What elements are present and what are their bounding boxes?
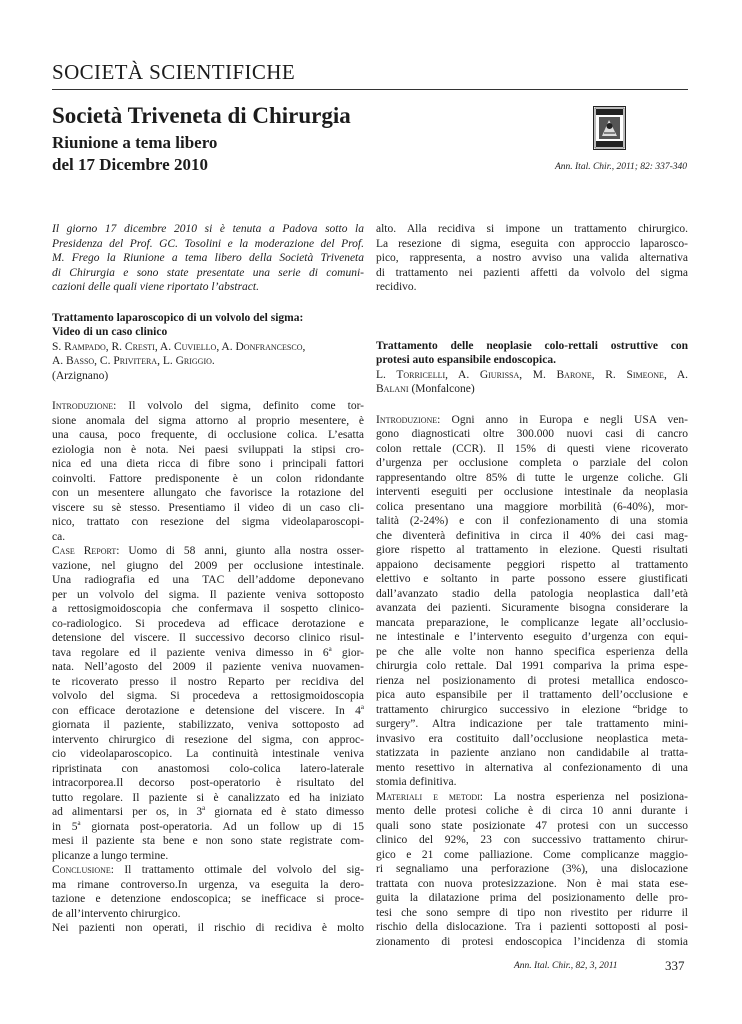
left-column <box>52 222 364 936</box>
text-line: invasivo era costituito dall’occlusione neoplastica meta- <box>376 732 688 745</box>
text-line: zionamento di protesi endoscopica l’incidenza di stomia <box>376 935 688 948</box>
ordinal-superscript: a <box>202 804 206 813</box>
text-line: rappresentando oltre 85% di tutte le urgenze coliche. Gli <box>376 471 688 484</box>
text-line: Il trattamento ottimale del volvolo del sig- <box>124 864 364 876</box>
text-line: avanzata dei pazienti. Sicuramente bisogna considerare la <box>376 602 688 614</box>
text-line: clinico del 92%, 23 con successivo trattamento chirur- <box>376 834 688 846</box>
text-line: di Chirurgia e sono state presentate una serie di comuni- <box>52 266 364 279</box>
text-line: La nostra esperienza nel posiziona- <box>493 790 688 803</box>
text-line: alto. Alla recidiva si impone un trattamento chirurgico. <box>376 223 688 235</box>
section-label: Introduzione: <box>376 413 441 426</box>
text-line: ma rimane controverso.In urgenza, va eseguita la dero- <box>52 878 364 891</box>
text-line: guita la dilatazione prima del posizionamento delle pro- <box>376 892 688 904</box>
text-line: stomia definitiva. <box>376 776 457 788</box>
text-line: ad alimentarsi per os, in 3 <box>52 806 203 818</box>
text-line: Balani <box>376 383 409 395</box>
text-line: trattata con nuova protesizzazione. Non è mai stata ese- <box>376 877 688 890</box>
text-line: detensione del viscere. Il successivo decorso clinico risul- <box>52 632 364 644</box>
text-line: intracorporea.Il decorso post-operatorio è risultato del <box>52 777 364 789</box>
text-line: protesi auto espansibile endoscopica. <box>376 354 556 366</box>
text-line: A. Basso, C. Privitera, L. Griggio. <box>52 355 215 367</box>
text-line: volvolo del sigma. Si procedeva a rettosigmoidoscopia <box>52 690 364 702</box>
text-line: cazioni delle quali viene riportato l’abstract. <box>52 281 259 293</box>
text-line: S. Rampado, R. Cresti, A. Cuviello, A. Donfrancesco, <box>52 340 306 353</box>
article-authors <box>376 368 688 397</box>
journal-emblem-icon <box>593 106 626 150</box>
section-label: Conclusione: <box>52 864 114 876</box>
text-line: giornata il paziente, stabilizzato, veniva sottoposto ad <box>52 719 364 731</box>
section-label: Introduzione: <box>52 400 117 412</box>
text-line: Il giorno 17 dicembre 2010 si è tenuta a Padova sotto la <box>52 223 364 235</box>
text-line: statizzata in paziente anziano non candidabile al tratta- <box>376 747 688 759</box>
text-line: gico e 21 come palliazione. Come complicanze maggio- <box>376 848 688 861</box>
text-line: colon rettale (CCR). Il 15% di questi viene ricoverato <box>376 442 688 455</box>
text-line: L. Torricelli, A. Giurissa, M. Barone, R. Simeone, A. <box>376 368 688 381</box>
page-number: 337 <box>665 958 685 973</box>
text-line: gono diagnosticati oltre 300.000 nuovi casi di cancro <box>376 428 688 440</box>
text-line: eziologia non è nota. Nei paesi sviluppati la stipsi cro- <box>52 443 364 456</box>
society-title: Società Triveneta di Chirurgia <box>52 103 351 128</box>
text-line: interventi eseguiti per occlusione intestinale da neoplasia <box>376 486 688 498</box>
text-line: Ogni anno in Europa e negli USA ven- <box>451 413 688 426</box>
text-line: recidivo. <box>376 281 417 293</box>
text-line: mento resettivo in alternativa al confezionamento di una <box>376 761 688 774</box>
text-line: Video di un caso clinico <box>52 326 168 338</box>
text-line: mancata preparazione, le complicanze legate all’occlusio- <box>376 616 688 629</box>
ordinal-superscript: a <box>328 644 332 653</box>
text-line: viscere su sè stesso. Presentiamo il video di un caso cli- <box>52 501 364 514</box>
text-line: tazione e detenzione endoscopica; se inefficace si proce- <box>52 893 364 905</box>
text-line: giornata ed è stato dimesso <box>205 806 364 818</box>
text-line: nata. Nell’agosto del 2009 il paziente veniva nuovamen- <box>52 661 364 673</box>
meeting-subtitle: Riunione a tema libero <box>52 133 218 152</box>
text-line: Trattamento laparoscopico di un volvolo del sigma: <box>52 311 304 324</box>
text-line: dall’avanzato stadio della patologia neoplastica dall’età <box>376 587 688 600</box>
text-line: plicanze a lungo termine. <box>52 849 169 862</box>
section-label: Case Report: <box>52 545 120 557</box>
text-line: La resezione di sigma, eseguita con approccio laparosco- <box>376 237 688 250</box>
text-line: cio videolaparoscopico. La continuità intestinale veniva <box>52 748 364 760</box>
text-line: giornata post-operatoria. Ad un follow up di 15 <box>80 820 364 833</box>
article-affiliation: (Monfalcone) <box>411 383 475 395</box>
text-line: elettivo e soltanto in parte possono essere giustificati <box>376 573 688 585</box>
text-line: pica auto espansibile per il trattamento dell’occlusione e <box>376 689 688 701</box>
text-line: M. Frego la Riunione a tema libero della Società Triveneta <box>52 252 364 264</box>
text-line: con efficace derotazione e detensione del viscere. In 4 <box>52 704 361 717</box>
text-line: Nei pazienti non operati, il rischio di recidiva è molto <box>52 922 364 934</box>
text-line: mesi il paziente sta bene e non sono state registrate com- <box>52 835 364 847</box>
text-line: Una radiografia ed una TAC dell’addome deponevano <box>52 574 364 586</box>
text-line: di trattamento nei pazienti affetti da volvolo del sigma <box>376 266 688 279</box>
text-line: ne intestinale e l’intervento eseguito d’urgenza con equi- <box>376 631 688 643</box>
text-line: Uomo di 58 anni, giunto alla nostra osser- <box>128 545 364 557</box>
text-line: Il volvolo del sigma, definito come tor- <box>128 400 365 412</box>
section-title: SOCIETÀ SCIENTIFICHE <box>52 60 296 84</box>
text-line: nico, trattato con resezione del sigma videolaparoscopi- <box>52 516 364 528</box>
text-line: una causa, poco frequente, di occlusione colica. L’esatta <box>52 429 364 441</box>
right-column <box>376 222 688 949</box>
text-line: per un volvolo del sigma. Il paziente veniva sottoposto <box>52 588 364 601</box>
text-line: Trattamento delle neoplasie colo-rettali ostruttive con <box>376 339 688 352</box>
text-line: intervento chirurgico di resezione del sigma, con approc- <box>52 733 364 746</box>
article-affiliation: (Arzignano) <box>52 369 109 382</box>
article-conclusion <box>52 863 364 936</box>
text-line: giore rispetto al trattamento in elezione. Questi risultati <box>376 544 688 556</box>
text-line: appaiono decisamente peggiori rispetto al trattamento <box>376 558 688 571</box>
text-line: che diventerà definitiva in circa il 40% dei casi mag- <box>376 529 688 542</box>
text-line: coinvolti. Fattore predisponente è un colon ridondante <box>52 472 364 485</box>
text-line: pico, rappresenta, a nostro avviso una valida alternativa <box>376 252 688 264</box>
article-introduction <box>376 413 688 790</box>
text-line: tava regolare ed il paziente veniva dimesso in 6 <box>52 646 329 659</box>
article-methods <box>376 790 688 950</box>
text-line: tutto regolare. Il paziente si è canalizzato ed ha iniziato <box>52 791 364 804</box>
article-authors <box>52 340 364 369</box>
text-line: ri segnaliamo una perforazione (3%), una dislocazione <box>376 863 688 875</box>
ordinal-superscript: a <box>77 818 81 827</box>
text-line: Presidenza del Prof. GC. Tosolini e la moderazione del Prof. <box>52 237 364 250</box>
text-line: nica ed una dieta ricca di fibre sono i principali fattori <box>52 458 364 470</box>
text-line: chirurgia colo rettale. Dal 1991 compariva la prima espe- <box>376 660 688 672</box>
text-line: surgery”. Altra indicazione per tale trattamento mini- <box>376 718 688 730</box>
text-line: in 5 <box>52 820 78 833</box>
text-line: de all’intervento chirurgico. <box>52 907 181 920</box>
text-line: trattamento chirurgico successivo in elezione “bridge to <box>376 703 688 716</box>
meeting-intro <box>52 222 364 295</box>
article-continuation <box>376 222 688 295</box>
text-line: gior- <box>331 646 365 659</box>
text-line: te ricoverato presso il nostro Reparto per recidiva del <box>52 675 364 688</box>
ordinal-superscript: a <box>360 702 364 711</box>
section-label: Materiali e metodi: <box>376 790 483 803</box>
article-case-report <box>52 544 364 863</box>
text-line: rienza nel posizionamento di protesi metallica endosco- <box>376 674 688 687</box>
text-line: ca. <box>52 530 66 543</box>
text-line: sione anomala del sigma attorno al proprio mesentere, è <box>52 414 364 427</box>
text-line: co-radiologico. Si procedeva ad efficace derotazione e <box>52 617 364 630</box>
footer-journal-ref: Ann. Ital. Chir., 82, 3, 2011 <box>514 961 618 971</box>
text-line: a rettosigmoidoscopia che confermava il sospetto clinico- <box>52 603 364 615</box>
text-line: rischio della dislocazione. Tra i pazienti sottoposti al posi- <box>376 921 688 933</box>
journal-citation: Ann. Ital. Chir., 2011; 82: 337-340 <box>554 162 687 172</box>
text-line: tesi che sono sempre di tipo non rivestito per ridurre il <box>376 906 688 919</box>
article-title <box>376 339 688 368</box>
text-line: ripristinata con anastomosi colo-colica latero-laterale <box>52 762 364 775</box>
header-rule <box>52 89 688 90</box>
text-line: mento delle protesi coliche è di circa 10 anni durante i <box>376 805 688 817</box>
text-line: quali sono state posizionate 47 protesi con un successo <box>376 819 688 832</box>
article-title <box>52 311 364 340</box>
text-line: vazione, nel giugno del 2009 per occlusione intestinale. <box>52 559 364 572</box>
text-line: pe che alle volte non hanno specifica esperienza della <box>376 645 688 658</box>
text-line: colica presentano una maggiore morbilità (6-40%), mor- <box>376 500 688 513</box>
text-line: con un mesentere allungato che favorisce la rotazione del <box>52 487 364 499</box>
text-line: d’urgenza per occlusione completa o parziale del colon <box>376 457 688 469</box>
meeting-date: del 17 Dicembre 2010 <box>52 155 208 174</box>
text-line: talità (2-24%) e con il confezionamento di una stomia <box>376 515 688 527</box>
article-introduction <box>52 399 364 544</box>
